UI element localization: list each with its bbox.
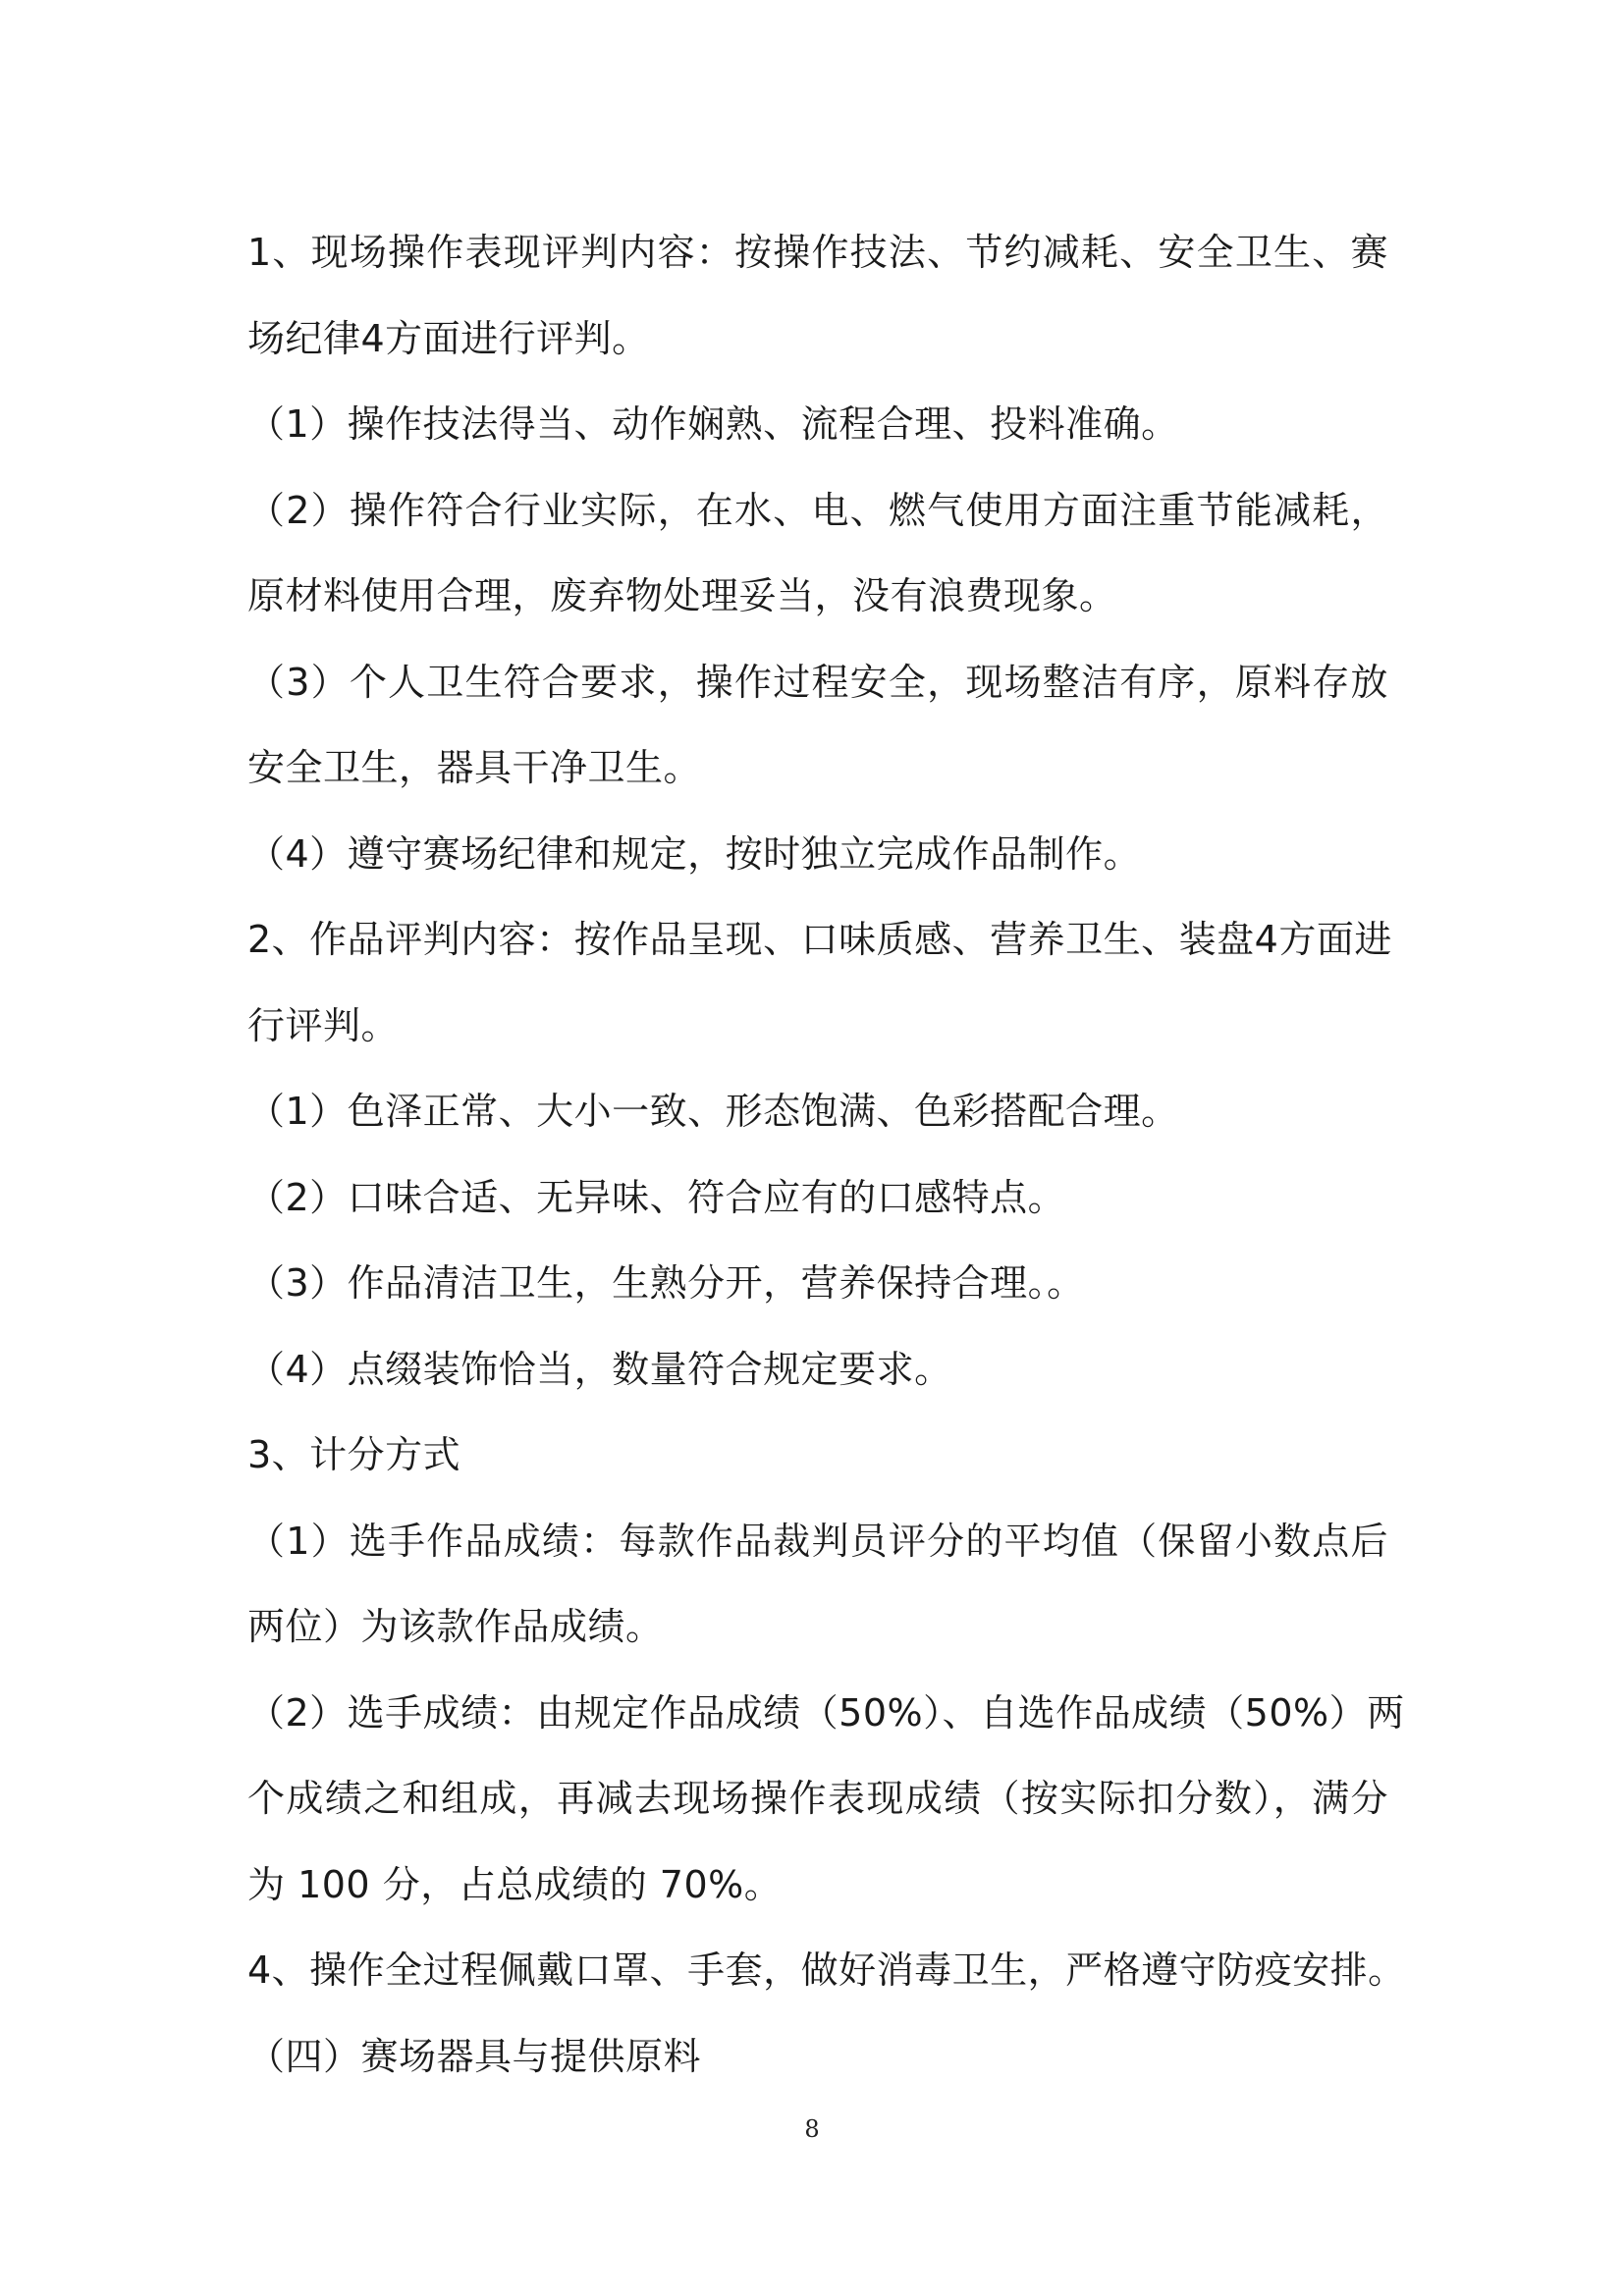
paragraph-line: 场纪律4方面进行评判。 xyxy=(247,316,650,360)
paragraph-line: （1）色泽正常、大小一致、形态饱满、色彩搭配合理。 xyxy=(247,1090,1179,1133)
paragraph-line: （2）选手成绩：由规定作品成绩（50%）、自选作品成绩（50%）两 xyxy=(247,1690,1405,1735)
paragraph-line: （1）操作技法得当、动作娴熟、流程合理、投料准确。 xyxy=(247,402,1179,446)
paragraph-line: 为 100 分，占总成绩的 70%。 xyxy=(247,1862,783,1906)
section-heading: （四）赛场器具与提供原料 xyxy=(247,2034,702,2078)
paragraph-line: （4）遵守赛场纪律和规定，按时独立完成作品制作。 xyxy=(247,831,1142,876)
paragraph-line: 安全卫生，器具干净卫生。 xyxy=(247,746,702,789)
paragraph-line: （3）个人卫生符合要求，操作过程安全，现场整洁有序，原料存放 xyxy=(247,660,1388,704)
paragraph-line: 两位）为该款作品成绩。 xyxy=(247,1605,664,1648)
paragraph-line: 行评判。 xyxy=(247,1003,400,1047)
paragraph-line: （4）点缀装饰恰当，数量符合规定要求。 xyxy=(247,1347,952,1391)
section-heading: 3、计分方式 xyxy=(247,1433,461,1476)
paragraph-line: 4、操作全过程佩戴口罩、手套，做好消毒卫生，严格遵守防疫安排。 xyxy=(247,1949,1406,1992)
paragraph-line: 个成绩之和组成，再减去现场操作表现成绩（按实际扣分数），满分 xyxy=(247,1777,1388,1820)
paragraph-line: 2、作品评判内容：按作品呈现、口味质感、营养卫生、装盘4方面进 xyxy=(247,918,1392,961)
page-number: 8 xyxy=(804,2115,820,2143)
paragraph-line: 1、现场操作表现评判内容：按操作技法、节约减耗、安全卫生、赛 xyxy=(247,231,1388,274)
paragraph-line: 原材料使用合理，废弃物处理妥当，没有浪费现象。 xyxy=(247,574,1117,617)
document-body xyxy=(247,210,1406,2100)
paragraph-line: （2）口味合适、无异味、符合应有的口感特点。 xyxy=(247,1175,1066,1219)
paragraph-line: （1）选手作品成绩：每款作品裁判员评分的平均值（保留小数点后 xyxy=(247,1519,1388,1563)
paragraph-line: （3）作品清洁卫生，生熟分开，营养保持合理。。 xyxy=(247,1261,1085,1305)
paragraph-line: （2）操作符合行业实际，在水、电、燃气使用方面注重节能减耗， xyxy=(247,488,1388,532)
